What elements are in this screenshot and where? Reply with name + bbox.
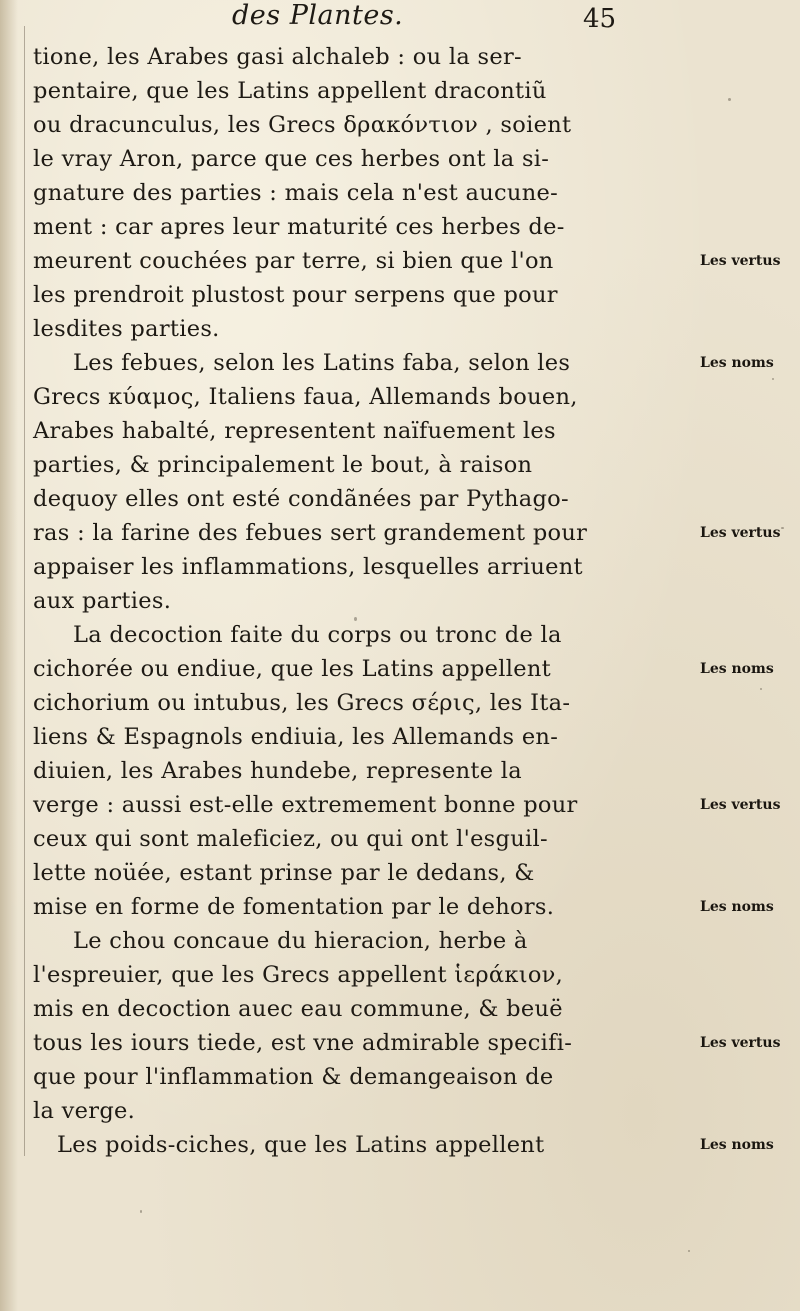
margin-note: Les noms: [700, 1137, 774, 1153]
text-line: le vray Aron, parce que ces herbes ont la si-: [33, 146, 550, 172]
paper-speck: [772, 378, 774, 380]
paper-speck: [354, 617, 357, 621]
text-line: la verge.: [33, 1098, 136, 1124]
text-line: liens & Espagnols endiuia, les Allemands en-: [33, 724, 559, 750]
text-line: pentaire, que les Latins appellent dracontiũ: [33, 78, 547, 104]
text-line: tione, les Arabes gasi alchaleb : ou la ser-: [33, 44, 522, 70]
paper-speck: [781, 527, 784, 529]
text-line: ment : car apres leur maturité ces herbes de-: [33, 214, 565, 240]
margin-note: Les vertus: [700, 525, 781, 541]
page-number: 45: [583, 4, 617, 34]
text-line: La decoction faite du corps ou tronc de la: [73, 622, 562, 648]
text-line: Arabes habalté, representent naïfuement les: [33, 418, 556, 444]
binding-rule: [24, 26, 25, 1156]
paper-speck: [140, 1210, 142, 1213]
text-line: Grecs κύαμος, Italiens faua, Allemands bouen,: [33, 384, 578, 410]
text-line: Le chou concaue du hieracion, herbe à: [73, 928, 528, 954]
text-line: verge : aussi est-elle extremement bonne pour: [33, 792, 578, 818]
text-line: Les febues, selon les Latins faba, selon les: [73, 350, 571, 376]
text-line: lette noüée, estant prinse par le dedans, &: [33, 860, 535, 886]
running-head: des Plantes.: [232, 0, 404, 31]
text-line: lesdites parties.: [33, 316, 220, 342]
text-line: aux parties.: [33, 588, 172, 614]
margin-note: Les vertus: [700, 1035, 781, 1051]
text-line: ras : la farine des febues sert grandement pour: [33, 520, 588, 546]
text-line: meurent couchées par terre, si bien que l'on: [33, 248, 554, 274]
text-line: l'espreuier, que les Grecs appellent ἱεράκιον,: [33, 962, 564, 988]
text-line: mis en decoction auec eau commune, & beuë: [33, 996, 563, 1022]
text-line: ceux qui sont maleficiez, ou qui ont l'esguil-: [33, 826, 548, 852]
margin-note: Les vertus: [700, 253, 781, 269]
margin-note: Les vertus: [700, 797, 781, 813]
text-line: cichorium ou intubus, les Grecs σέρις, les Ita-: [33, 690, 571, 716]
paper-speck: [688, 1250, 690, 1252]
text-line: les prendroit plustost pour serpens que pour: [33, 282, 558, 308]
paper-speck: [760, 688, 762, 690]
text-line: mise en forme de fomentation par le dehors.: [33, 894, 555, 920]
text-line: ou dracunculus, les Grecs δρακόντιον , soient: [33, 112, 572, 138]
text-line: diuien, les Arabes hundebe, represente la: [33, 758, 522, 784]
text-line: tous les iours tiede, est vne admirable specifi-: [33, 1030, 573, 1056]
text-line: que pour l'inflammation & demangeaison de: [33, 1064, 554, 1090]
paper-speck: [728, 98, 731, 101]
text-line: dequoy elles ont esté condãnées par Pythago-: [33, 486, 569, 512]
margin-note: Les noms: [700, 661, 774, 677]
page-gutter-shadow: [0, 0, 18, 1311]
text-line: appaiser les inflammations, lesquelles arriuent: [33, 554, 583, 580]
text-line: Les poids-ciches, que les Latins appellent: [57, 1132, 545, 1158]
text-line: gnature des parties : mais cela n'est aucune-: [33, 180, 559, 206]
margin-note: Les noms: [700, 899, 774, 915]
page-header: [0, 0, 800, 40]
text-line: parties, & principalement le bout, à raison: [33, 452, 533, 478]
margin-note: Les noms: [700, 355, 774, 371]
text-line: cichorée ou endiue, que les Latins appellent: [33, 656, 552, 682]
